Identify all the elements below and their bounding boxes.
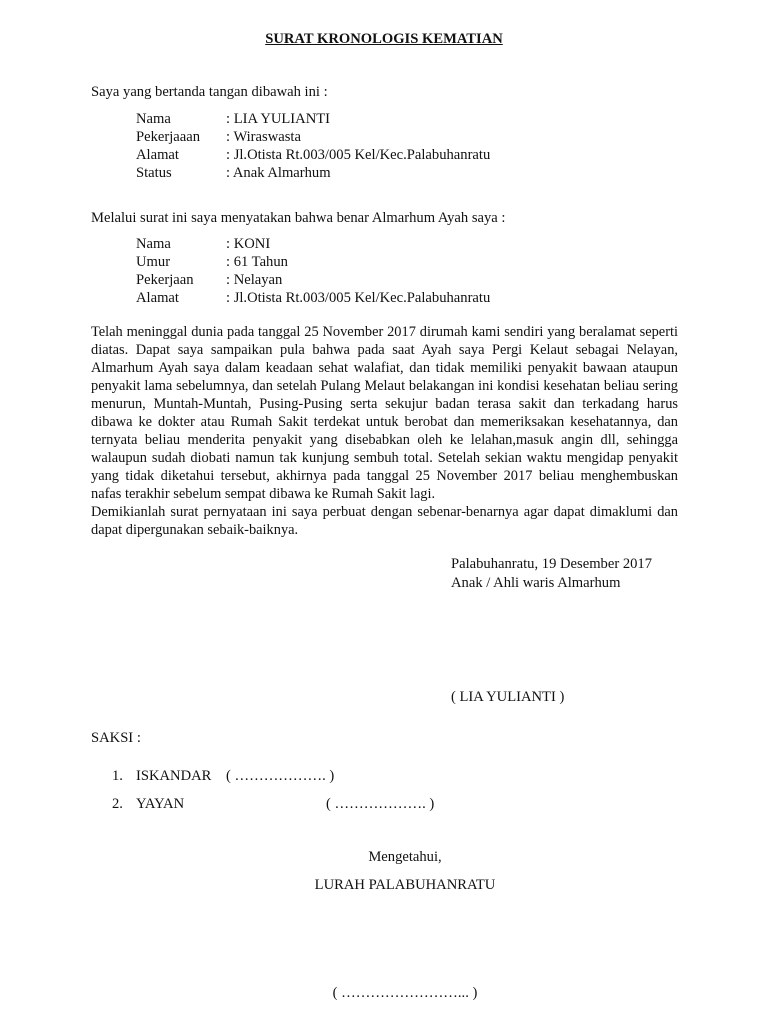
declarant-row-address	[136, 146, 696, 164]
witness-name: YAYAN	[136, 796, 185, 812]
field-value: : Wiraswasta	[226, 129, 301, 145]
closing-paragraph: Demikianlah surat pernyataan ini saya perbuat dengan sebenar-benarnya agar dapat dimaklumi dan dapat dipergunakan sebaik-baiknya.	[91, 504, 678, 538]
field-label: Nama	[136, 236, 171, 252]
field-label: Alamat	[136, 147, 179, 163]
field-label: Status	[136, 165, 172, 181]
field-value: : KONI	[226, 236, 271, 252]
official-title: LURAH PALABUHANRATU	[314, 877, 496, 893]
declarant-row-status	[136, 164, 696, 182]
witness-label: SAKSI :	[91, 730, 141, 746]
official-signature-line: ( ……………………... )	[332, 985, 478, 1001]
deceased-row-occupation	[136, 271, 696, 289]
chronology-paragraph: Telah meninggal dunia pada tanggal 25 November 2017 dirumah kami sendiri yang beralamat seperti diatas. Dapat saya sampaikan pula bahwa pada saat Ayah saya Pergi Kelaut sebagai Nelayan, Almarhum Ayah saya dalam keadaan sehat walafiat, dan tidak memiliki penyakit bawaan ataupun penyakit lama sebelumnya, dan setelah Pulang Melaut belakangan ini kondisi kesehatan beliau sering menurun, Muntah-Muntah, Pusing-Pusing serta sekujur badan terasa sakit dan terkadang harus dibawa ke dokter atau Rumah Sakit terdekat untuk berobat dan memeriksakan kesehatannya, dan ternyata beliau menderita penyakit yang disebabkan oleh ke lelahan,masuk angin dll, sehingga walaupun sudah diobati namun tak kunjung sembuh total. Setelah sekian waktu mengidap penyakit yang tidak diketahui tersebut, akhirnya pada tanggal 25 November 2017 beliau menghembuskan nafas terakhir sebelum sempat dibawa ke Rumah Sakit lagi.	[91, 324, 678, 502]
field-label: Pekerjaaan	[136, 129, 201, 145]
place-date: Palabuhanratu, 19 Desember 2017	[451, 556, 653, 572]
declarant-details	[136, 110, 696, 182]
witness-number: 1.	[112, 768, 123, 784]
witness-signature-line: ( ………………. )	[326, 796, 435, 812]
field-label: Umur	[136, 254, 171, 270]
witness-row-2	[112, 795, 434, 813]
field-value: : LIA YULIANTI	[226, 111, 331, 127]
field-label: Alamat	[136, 290, 179, 306]
statement-text: Melalui surat ini saya menyatakan bahwa benar Almarhum Ayah saya :	[91, 210, 506, 226]
field-value: : Jl.Otista Rt.003/005 Kel/Kec.Palabuhanratu	[226, 147, 491, 163]
witness-signature-line: ( ………………. )	[226, 768, 335, 784]
witness-number: 2.	[112, 796, 123, 812]
witness-name: ISKANDAR	[136, 768, 212, 784]
declarant-row-name	[136, 110, 696, 128]
field-value: : Jl.Otista Rt.003/005 Kel/Kec.Palabuhanratu	[226, 290, 491, 306]
field-label: Nama	[136, 111, 171, 127]
intro-text: Saya yang bertanda tangan dibawah ini :	[91, 84, 328, 100]
deceased-row-address	[136, 289, 696, 307]
field-value: : 61 Tahun	[226, 254, 288, 270]
signer-name: ( LIA YULIANTI )	[451, 689, 565, 705]
acknowledged-label: Mengetahui,	[368, 849, 442, 865]
field-value: : Anak Almarhum	[226, 165, 331, 181]
deceased-row-name	[136, 235, 696, 253]
field-value: : Nelayan	[226, 272, 283, 288]
declarant-row-occupation	[136, 128, 696, 146]
body-paragraphs	[91, 323, 678, 539]
document-title: SURAT KRONOLOGIS KEMATIAN	[265, 31, 503, 47]
signer-role: Anak / Ahli waris Almarhum	[451, 575, 621, 591]
deceased-row-age	[136, 253, 696, 271]
witness-row-1	[112, 767, 334, 785]
deceased-details	[136, 235, 696, 307]
field-label: Pekerjaan	[136, 272, 194, 288]
